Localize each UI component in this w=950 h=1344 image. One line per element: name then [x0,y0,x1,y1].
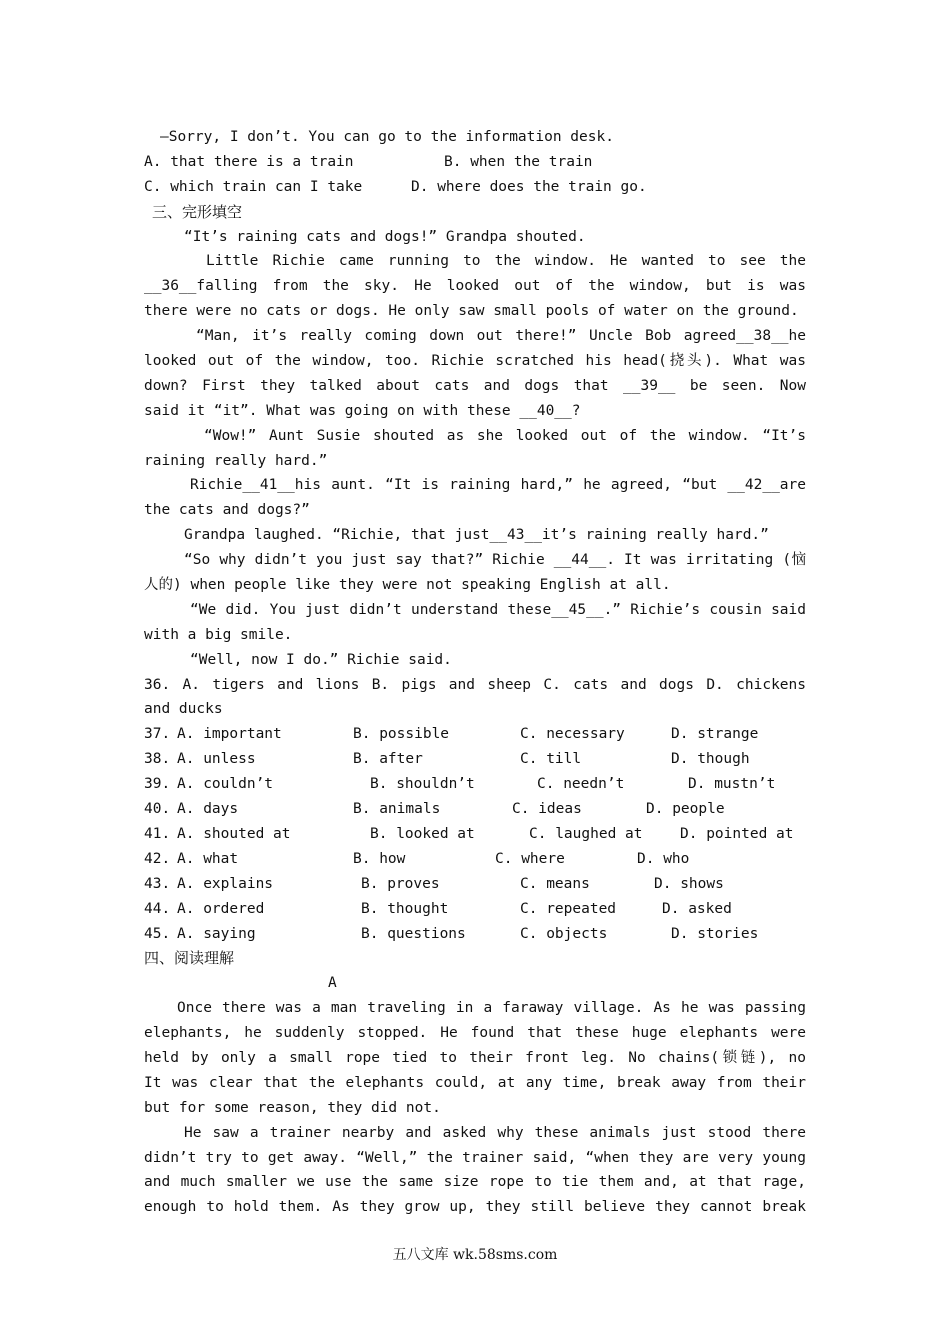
option: B. questions [361,925,466,942]
passage-line: Little Richie came running to the window. He wanted to see the [206,253,806,270]
option: D. mustn’t [688,776,776,793]
option: D. shows [654,875,724,892]
option: A. saying [177,925,256,942]
question-row [144,747,806,772]
option: C. means [520,875,590,892]
option: C. necessary [520,726,625,743]
question-number: 45. [144,925,171,942]
passage-line: raining really hard.” [144,452,328,469]
option: A. that there is a train [144,153,354,170]
reading-section-label: A [328,975,337,992]
option: A. important [177,726,282,743]
option: C. till [520,751,582,768]
option: D. strange [671,726,759,743]
passage-line: the cats and dogs?” [144,502,310,519]
reading-line: He saw a trainer nearby and asked why these animals just stood there [184,1124,806,1141]
passage-line: with a big smile. [144,626,293,643]
passage-line: “Well, now I do.” Richie said. [190,651,452,668]
passage-line: “Man, it’s really coming down out there!” Uncle Bob agreed__38__he [196,328,806,345]
option-row [144,150,806,175]
option: C. needn’t [537,776,625,793]
question-number: 44. [144,900,171,917]
passage-line: there were no cats or dogs. He only saw small pools of water on the ground. [144,303,799,320]
question-row [144,872,806,897]
question-row [144,897,806,922]
passage-line: __36__falling from the sky. He looked out of the window, but is was [144,278,806,295]
passage-line: 人的) when people like they were not speaking English at all. [144,577,671,594]
option: C. objects [520,925,608,942]
passage-line: Richie__41__his aunt. “It is raining hard,” he agreed, “but __42__are [190,477,806,494]
reading-line: It was clear that the elephants could, at any time, break away from their [144,1074,806,1091]
option: C. ideas [512,801,582,818]
option: A. explains [177,875,274,892]
option: A. couldn’t [177,776,274,793]
option: D. asked [662,900,732,917]
option: A. what [177,850,239,867]
option: D. stories [671,925,759,942]
option: B. shouldn’t [370,776,475,793]
option: B. animals [353,801,441,818]
document-page [144,125,806,1220]
reading-line: didn’t try to get away. “Well,” the trainer said, “when they are very young [144,1149,806,1166]
passage-line: said it “it”. What was going on with these __40__? [144,402,581,419]
option: B. looked at [370,825,475,842]
passage-line: looked out of the window, too. Richie scratched his head(挠头). What was [144,353,806,370]
option-row [144,175,806,200]
passage-line: “We did. You just didn’t understand these__45__.” Richie’s cousin said [190,601,806,618]
option: B. proves [361,875,440,892]
option: A. ordered [177,900,265,917]
option: C. which train can I take [144,178,363,195]
option: D. where does the train go. [411,178,647,195]
question-number: 37. [144,726,171,743]
cloze-heading: 三、完形填空 [152,202,243,221]
reading-line: held by only a small rope tied to their front leg. No chains(锁链), no [144,1049,806,1066]
answer-line: —Sorry, I don’t. You can go to the information desk. [160,129,614,145]
reading-line: enough to hold them. As they grow up, they still believe they cannot break [144,1199,806,1216]
passage-line: “So why didn’t you just say that?” Richie __44__. It was irritating (恼 [184,552,806,569]
passage-line: “Wow!” Aunt Susie shouted as she looked out of the window. “It’s [204,427,806,444]
passage-line: Grandpa laughed. “Richie, that just__43__it’s raining really hard.” [184,527,769,544]
reading-line: elephants, he suddenly stopped. He found that these huge elephants were [144,1025,806,1042]
question-row-cont: and ducks [144,701,223,718]
option: B. after [353,751,423,768]
question-number: 41. [144,825,171,842]
question-number: 38. [144,751,171,768]
reading-heading: 四、阅读理解 [144,949,235,968]
question-row [144,847,806,872]
question-number: 43. [144,875,171,892]
option: A. shouted at [177,825,291,842]
page-footer: 五八文库 wk.58sms.com [392,1247,558,1263]
option: B. thought [361,900,449,917]
option: D. who [637,850,690,867]
reading-line: Once there was a man traveling in a faraway village. As he was passing [177,1000,806,1017]
question-row [144,722,806,747]
option: B. when the train [444,153,593,170]
option: D. people [646,801,725,818]
reading-line: and much smaller we use the same size rope to tie them and, at that rage, [144,1174,806,1191]
question-row [144,822,806,847]
question-number: 39. [144,776,171,793]
option: D. pointed at [680,825,794,842]
question-number: 40. [144,801,171,818]
passage-line: down? First they talked about cats and dogs that __39__ be seen. Now [144,377,806,394]
option: C. where [495,850,565,867]
question-row [144,922,806,947]
option: D. though [671,751,750,768]
reading-line: but for some reason, they did not. [144,1099,441,1116]
question-number: 42. [144,850,171,867]
question-row: 36. A. tigers and lions B. pigs and sheep C. cats and dogs D. chickens [144,676,806,693]
option: A. unless [177,751,256,768]
option: B. how [353,850,406,867]
question-row [144,772,806,797]
passage-line: “It’s raining cats and dogs!” Grandpa shouted. [184,228,586,245]
option: B. possible [353,726,450,743]
question-row [144,797,806,822]
option: C. repeated [520,900,617,917]
option: C. laughed at [529,825,643,842]
option: A. days [177,801,239,818]
